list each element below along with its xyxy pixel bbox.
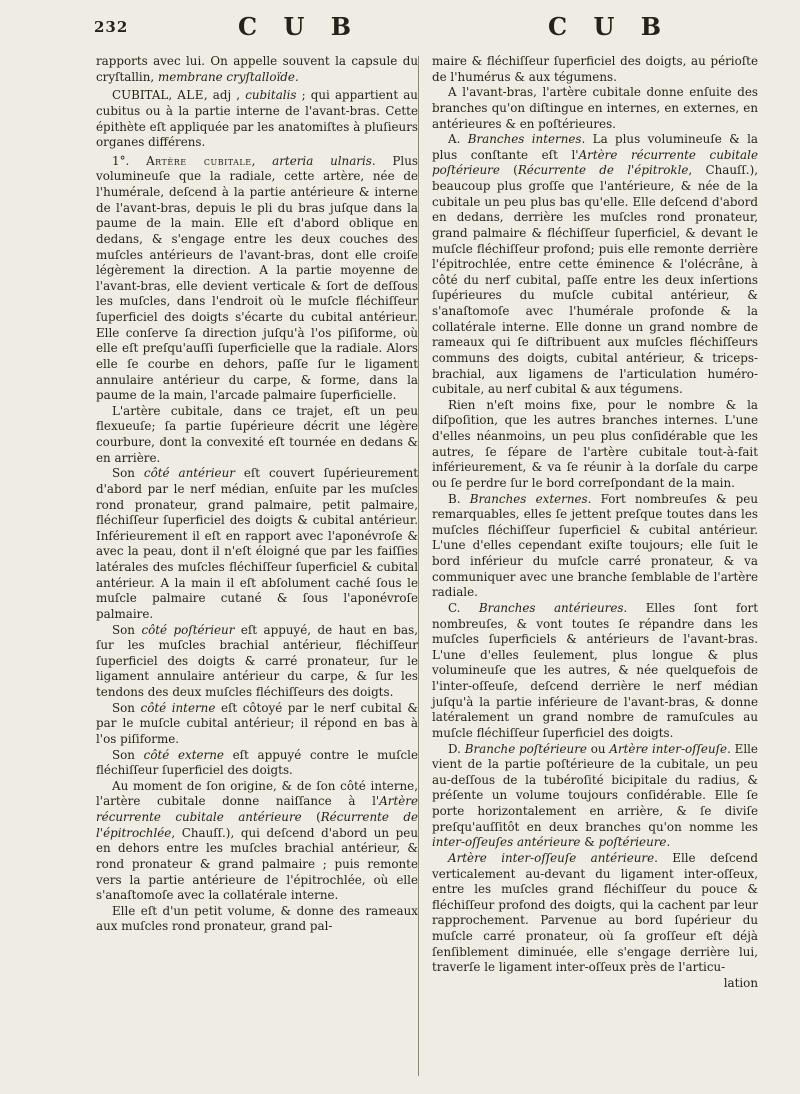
column-divider	[418, 56, 419, 1076]
italic-text: Branches antérieures	[478, 600, 624, 615]
paragraph	[96, 466, 418, 622]
text-run: 1°.	[112, 153, 147, 168]
text-run: B.	[448, 491, 470, 506]
italic-text: poſtérieure	[598, 835, 667, 850]
paragraph	[96, 779, 418, 904]
text-run: eſt côtoyé par le nerf cubital & par le muſcle cubital antérieur; il répond en bas à l'os piſiforme.	[96, 700, 418, 746]
paragraph	[96, 154, 418, 404]
text-run: maire & fléchiſſeur ſuperficiel des doigts, au périoſte de l'humérus & aux tégumens.	[432, 54, 758, 84]
italic-text: côté antérieur	[143, 466, 235, 481]
italic-text: Artère récurrente cubitale antérieure	[96, 794, 418, 824]
text-run: A.	[448, 132, 468, 147]
paragraph	[432, 976, 758, 992]
paragraph	[432, 851, 758, 976]
text-run: L'artère cubitale, dans ce trajet, eſt un peu flexueuſe; ſa partie ſupérieure décrit une légère courbure, dont la convexité eſt tournée en dedans & en arrière.	[96, 403, 418, 465]
page-header	[0, 12, 800, 50]
italic-text: côté externe	[143, 747, 224, 762]
text-run: A l'avant-bras, l'artère cubitale donne enſuite des branches qu'on diſtingue en internes, en externes, en antérieures & en poſtérieures.	[432, 85, 758, 131]
italic-text: Branche poſtérieure	[464, 741, 587, 756]
left-column	[96, 54, 418, 935]
text-run: . Elle vient de la partie poſtérieure de la cubitale, un peu au-deſſous de la tubéroſité bicipitale du radius, & préſente un volume toujours conſidérable. Elle ſe porte horizontalement en arrière, & ſe diviſe preſqu'auſſitôt en deux branches qu'on nomme les	[432, 741, 758, 834]
paragraph	[432, 54, 758, 85]
right-column	[432, 54, 758, 992]
text-run: eſt appuyé contre le muſcle fléchiſſeur ſuperficiel des doigts.	[96, 747, 418, 778]
paragraph	[96, 904, 418, 935]
text-run: . Fort nombreuſes & peu remarquables, elles ſe jettent preſque toutes dans les muſcles fléchiſſeur ſuperficiel & cubital antérieur. L'une d'elles cependant exiſte toujours; elle ſuit le bord inférieur du muſcle carré pronateur, & va communiquer avec une branche ſemblable de l'artère radiale.	[432, 491, 758, 600]
text-run: CUBITAL,	[112, 88, 178, 103]
italic-text: cubitalis	[245, 88, 297, 103]
text-run: Elle eſt d'un petit volume, & donne des rameaux aux muſcles rond pronateur, grand pal-	[96, 903, 418, 934]
text-run: lation	[723, 975, 758, 990]
italic-text: membrane cryſtalloïde.	[157, 69, 299, 84]
text-run: Au moment de ſon origine, & de ſon côté interne, l'artère cubitale donne naiſſance à l'	[96, 778, 418, 809]
text-run: . Elles ſont fort nombreuſes, & vont toutes ſe répandre dans les muſcles ſuperficiels & antérieurs de l'avant-bras. L'une d'elles ſeulement, plus longue & plus volumineuſe que les autres, & née quelquefois de l'inter-oſſeuſe, deſcend derrière le nerf médian juſqu'à la partie inférieure de l'avant-bras, & donne latéralement un grand nombre de ramuſcules au muſcle fléchiſſeur ſuperficiel des doigts.	[432, 600, 759, 740]
text-run: . Plus volumineuſe que la radiale, cette artère, née de l'humérale, deſcend à la partie antérieure & interne de l'avant-bras, depuis le pli du bras juſque dans la paume de la main. Elle eſt d'abord oblique en dedans, & s'engage entre les deux couches des muſcles antérieurs de l'avant-bras, dont elle croiſe légèrement la direction. A la partie moyenne de l'avant-bras, elle devient verticale & ſort de deſſous les muſcles, dans l'endroit où le muſcle fléchiſſeur ſuperficiel des doigts s'écarte du cubital antérieur. Elle conſerve ſa direction juſqu'à l'os piſiforme, où elle eſt preſqu'auſſi ſuperficielle que la radiale. Alors elle ſe courbe en dehors, paſſe ſur le ligament annulaire antérieur du carpe, & forme, dans la paume de la main, l'arcade palmaire ſuperficielle.	[96, 153, 418, 403]
small-caps-text: ALE	[177, 88, 204, 103]
italic-text: Récurrente de l'épitrochlée	[96, 810, 418, 840]
text-run: .	[666, 835, 671, 850]
text-run: ; qui appartient au cubitus ou à la partie interne de l'avant-bras. Cette épithète eſt appliquée par les anatomiſtes à pluſieurs organes différens.	[96, 88, 418, 150]
italic-text: arteria ulnaris	[272, 153, 372, 168]
paragraph	[96, 748, 418, 779]
italic-text: Artère inter-oſſeuſe	[609, 741, 728, 756]
italic-text: Récurrente de l'épitrokle	[517, 163, 689, 178]
text-run: ,	[251, 153, 273, 168]
text-run: Son	[112, 700, 141, 715]
running-head-right: C U B	[548, 12, 671, 41]
text-run: eſt couvert ſupérieurement d'abord par le nerf médian, enſuite par les muſcles rond pronateur, grand palmaire, petit palmaire, fléchiſſeur ſuperficiel des doigts & cubital antérieur. Inférieurement il eſt en rapport avec l'aponévroſe & avec la peau, dont il n'eſt éloigné que par les faiſſies latérales des muſcles fléchiſſeur ſuperficiel & cubital antérieur. A la main il eſt abſolument caché ſous le muſcle palmaire cutané & ſous l'aponévroſe palmaire.	[96, 466, 419, 621]
text-run: . Elle deſcend verticalement au-devant du ligament inter-oſſeux, entre les muſcles grand fléchiſſeur du pouce & fléchiſſeur profond des doigts, qui la cachent par leur rapprochement. Parvenue au bord ſupérieur du muſcle carré pronateur, où ſa groſſeur eſt déjà ſenſiblement diminuée, elle s'engage derrière lui, traverſe le ligament inter-oſſeux près de l'articu-	[432, 850, 758, 975]
page-number: 232	[94, 18, 129, 36]
text-run: &	[580, 835, 599, 850]
italic-text: inter-oſſeuſes antérieure	[432, 835, 581, 850]
paragraph	[432, 492, 758, 601]
paragraph	[96, 404, 418, 467]
text-run: D.	[448, 741, 465, 756]
italic-text: Branches externes	[469, 491, 588, 506]
text-run: , adj ,	[203, 88, 246, 103]
italic-text: Branches internes	[467, 132, 582, 147]
paragraph	[96, 701, 418, 748]
text-run: Rien n'eſt moins fixe, pour le nombre & la diſpoſition, que les autres branches internes. L'une d'elles néanmoins, un peu plus conſidérable que les autres, ſe ſépare de l'artère cubitale tout-à-fait inférieurement, & va ſe réunir à la dorſale du carpe ou ſe perdre ſur le bord correſpondant de la main.	[432, 397, 758, 490]
running-head-left: C U B	[238, 12, 361, 41]
text-run: C.	[448, 600, 479, 615]
text-run: (	[499, 163, 518, 178]
text-run: (	[301, 810, 321, 824]
paragraph	[432, 398, 758, 492]
paragraph	[432, 742, 758, 851]
italic-text: Artère récurrente cubitale poſtérieure	[432, 147, 758, 178]
text-run: . La plus volumineuſe & la plus conſtante eſt l'	[432, 132, 758, 162]
text-run: , Chauſſ.), qui deſcend d'abord un peu en dehors entre les muſcles brachial antérieur, & rond pronateur & grand palmaire ; puis remonte vers la partie antérieure de l'épitrochlée, où elle s'anaſtomoſe avec la collatérale interne.	[96, 825, 418, 903]
text-run: eſt appuyé, de haut en bas, ſur les muſcles brachial antérieur, fléchiſſeur ſuperficiel des doigts & carré pronateur, ſur le ligament annulaire antérieur du carpe, & ſur les tendons des deux muſcles fléchiſſeurs des doigts.	[96, 622, 419, 699]
text-run: ou	[586, 741, 610, 756]
paragraph	[96, 88, 418, 151]
text-run: Son	[112, 747, 144, 762]
paragraph	[432, 601, 758, 742]
italic-text: côté poſtérieur	[141, 622, 235, 637]
paragraph	[96, 623, 418, 701]
paragraph	[96, 54, 418, 85]
paragraph	[432, 85, 758, 132]
text-run: Son	[112, 622, 142, 637]
paragraph	[432, 132, 758, 398]
small-caps-text: Artère cubitale	[146, 153, 252, 168]
italic-text: côté interne	[140, 700, 216, 715]
italic-text: Artère inter-oſſeuſe antérieure	[448, 850, 655, 865]
text-run: , Chauſſ.), beaucoup plus groſſe que l'antérieure, & née de la cubitale un peu plus bas qu'elle. Elle deſcend d'abord en dedans, derrière les muſcles rond pronateur, grand palmaire & fléchiſſeur ſuperficiel, & devant le muſcle fléchiſſeur profond; puis elle remonte derrière l'épitrochlée, entre cette éminence & l'olécrâne, à côté du nerf cubital, paſſe entre les deux inſertions ſupérieures du muſcle cubital antérieur, & s'anaſtomoſe avec l'humérale profonde & la collatérale interne. Elle donne un grand nombre de rameaux qui ſe diſtribuent aux muſcles fléchiſſeurs communs des doigts, cubital antérieur, & triceps-brachial, aux ligamens de l'articulation huméro-cubitale, au nerf cubital & aux tégumens.	[432, 163, 758, 397]
text-run: rapports avec lui. On appelle souvent la capsule du cryſtallin,	[96, 54, 418, 84]
text-run: Son	[112, 466, 144, 481]
